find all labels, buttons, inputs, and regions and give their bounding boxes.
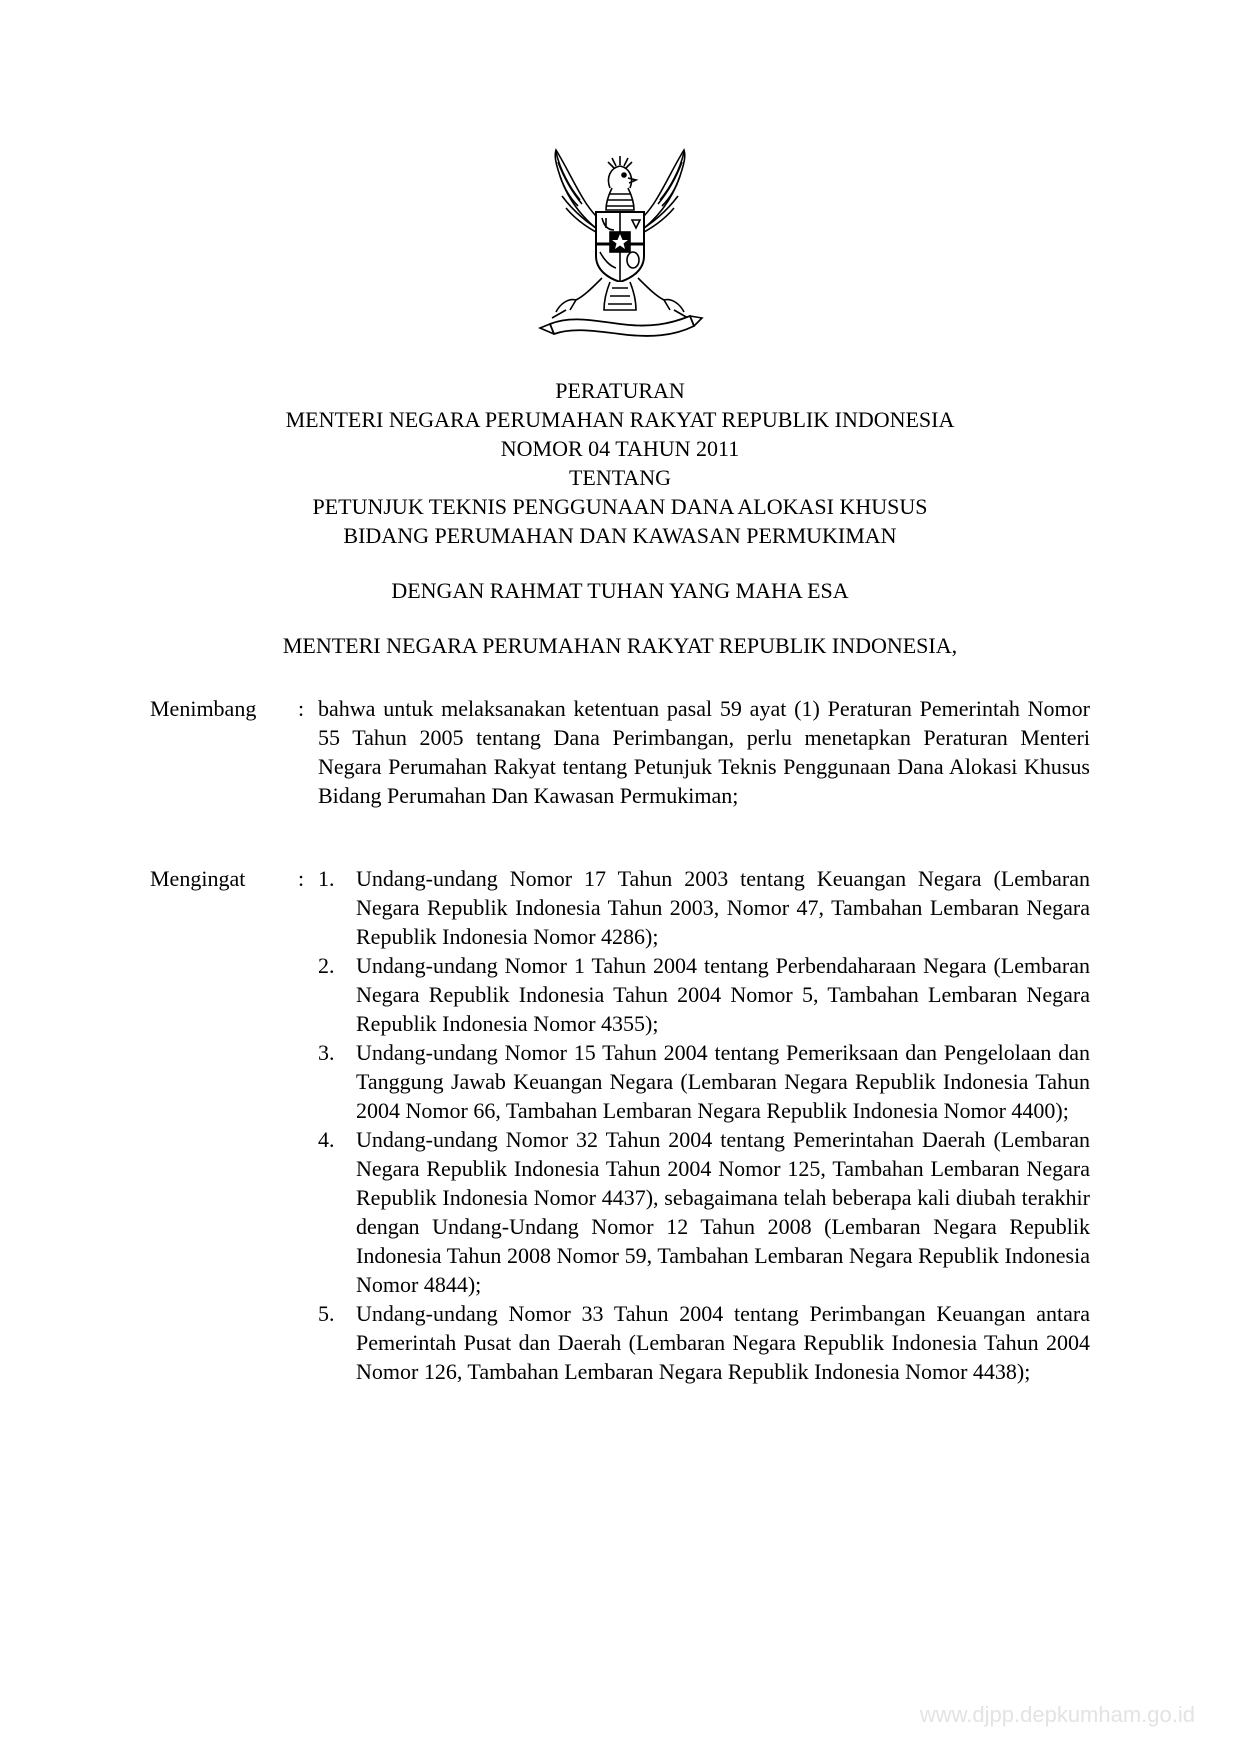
list-item	[318, 864, 1090, 951]
mengingat-label: Mengingat	[150, 866, 246, 891]
title-line: PETUNJUK TEKNIS PENGGUNAAN DANA ALOKASI KHUSUS	[312, 494, 928, 519]
menimbang-text: bahwa untuk melaksanakan ketentuan pasal 59 ayat (1) Peraturan Pemerintah Nomor 55 Tahun 2005 tentang Dana Perimbangan, perlu menetapkan Peraturan Menteri Negara Perumahan Rakyat tentang Petunjuk Teknis Penggunaan Dana Alokasi Khusus Bidang Perumahan Dan Kawasan Permukiman;	[318, 696, 1090, 808]
menimbang-label: Menimbang	[150, 696, 257, 721]
title-line: TENTANG	[568, 465, 672, 490]
list-item-number: 5.	[318, 1301, 335, 1326]
title-line: PERATURAN	[555, 378, 685, 403]
list-item-text: Undang-undang Nomor 17 Tahun 2003 tentang Keuangan Negara (Lembaran Negara Republik Indonesia Tahun 2003, Nomor 47, Tambahan Lembaran Negara Republik Indonesia Nomor 4286);	[356, 866, 1090, 949]
list-item-text: Undang-undang Nomor 32 Tahun 2004 tentang Pemerintahan Daerah (Lembaran Negara Republik Indonesia Tahun 2004 Nomor 125, Tambahan Lembaran Negara Republik Indonesia Nomor 4437), sebagaimana telah beberapa kali diubah terakhir dengan Undang-Undang Nomor 12 Tahun 2008 (Lembaran Negara Republik Indonesia Tahun 2008 Nomor 59, Tambahan Lembaran Negara Republik Indonesia Nomor 4844);	[356, 1127, 1090, 1297]
title-line: NOMOR 04 TAHUN 2011	[500, 436, 740, 461]
list-item-number: 1.	[318, 866, 335, 891]
garuda-emblem-icon	[530, 148, 710, 348]
title-line: MENTERI NEGARA PERUMAHAN RAKYAT REPUBLIK INDONESIA	[285, 407, 955, 432]
list-item-number: 4.	[318, 1127, 335, 1152]
list-item-number: 3.	[318, 1040, 335, 1065]
list-item	[318, 1299, 1090, 1386]
mengingat-colon: :	[298, 866, 305, 891]
authority-line: MENTERI NEGARA PERUMAHAN RAKYAT REPUBLIK INDONESIA,	[282, 633, 958, 658]
regulation-title	[150, 376, 1090, 550]
blessing-line: DENGAN RAHMAT TUHAN YANG MAHA ESA	[391, 578, 849, 603]
list-item-text: Undang-undang Nomor 33 Tahun 2004 tentang Perimbangan Keuangan antara Pemerintah Pusat dan Daerah (Lembaran Negara Republik Indonesia Tahun 2004 Nomor 126, Tambahan Lembaran Negara Republik Indonesia Nomor 4438);	[356, 1301, 1090, 1384]
list-item-number: 2.	[318, 953, 335, 978]
law-list	[318, 864, 1090, 1386]
list-item-text: Undang-undang Nomor 1 Tahun 2004 tentang Perbendaharaan Negara (Lembaran Negara Republik Indonesia Tahun 2004 Nomor 5, Tambahan Lembaran Negara Republik Indonesia Nomor 4355);	[356, 953, 1090, 1036]
menimbang-colon: :	[298, 696, 305, 721]
title-line: BIDANG PERUMAHAN DAN KAWASAN PERMUKIMAN	[343, 523, 897, 548]
watermark-link: www.djpp.depkumham.go.id	[919, 1702, 1195, 1727]
list-item-text: Undang-undang Nomor 15 Tahun 2004 tentang Pemeriksaan dan Pengelolaan dan Tanggung Jawab Keuangan Negara (Lembaran Negara Republik Indonesia Tahun 2004 Nomor 66, Tambahan Lembaran Negara Republik Indonesia Nomor 4400);	[356, 1040, 1090, 1123]
list-item	[318, 1125, 1090, 1299]
list-item	[318, 951, 1090, 1038]
list-item	[318, 1038, 1090, 1125]
